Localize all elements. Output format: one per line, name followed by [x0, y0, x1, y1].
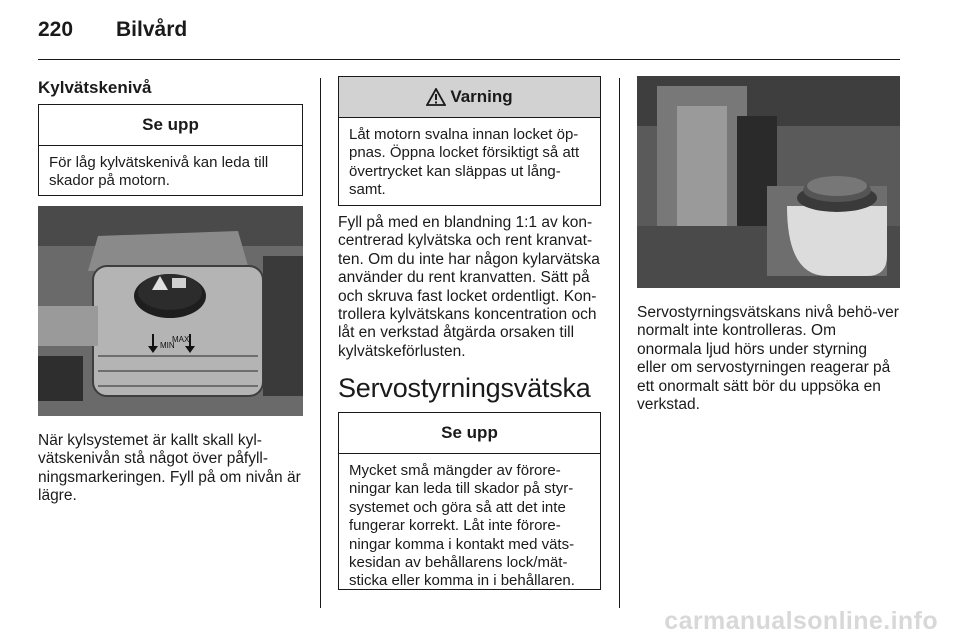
caution-box-coolant — [38, 104, 303, 196]
warning-triangle-icon — [426, 88, 446, 106]
refill-body-text: Fyll på med en blandning 1:1 av kon-centrerad kylvätska och rent kranvat-ten. Om du inte har någon kylarvätska använder du rent kranvatten. Sätt på och skruva fast locket ordentligt. Kon-trollera kylvätskans koncentration och låt en verkstad åtgärda orsaken till kylvätskeförlusten. — [338, 214, 600, 360]
max-mark-label: MAX — [172, 335, 190, 344]
caution-text: För låg kylvätskenivå kan leda till skador på motorn. — [49, 154, 269, 190]
power-steering-reservoir-photo — [637, 76, 900, 288]
caution-title: Se upp — [39, 105, 302, 146]
coolant-level-heading: Kylvätskenivå — [38, 78, 152, 97]
page-number: 220 — [38, 18, 74, 41]
warning-header — [339, 77, 600, 118]
caution-text-steering: Mycket små mängder av förore-ningar kan leda till skador på styr-systemet och göra så att det inte fungerar korrekt. Låt inte förore-ningar komma i kontakt med väts-kesidan av behållarens lock/mät-sticka eller komma in i behållaren. — [349, 462, 575, 590]
caution-box-steering — [338, 412, 601, 590]
chapter-title: Bilvård — [116, 18, 188, 41]
coolant-body-text: När kylsystemet är kallt skall kyl-vätskenivån stå något över påfyll-ningsmarkeringen. Fyll på om nivån är lägre. — [38, 432, 301, 505]
min-mark-label: MIN — [160, 341, 175, 350]
caution-title-steering: Se upp — [339, 413, 600, 454]
column-divider-1 — [320, 78, 321, 608]
coolant-reservoir-photo — [38, 206, 303, 416]
warning-title: Varning — [450, 87, 513, 106]
steering-fluid-body-text: Servostyrningsvätskans nivå behö-ver normalt inte kontrolleras. Om onormala ljud hörs under styrning eller om servostyrningen reagerar på ett onormalt sätt bör du uppsöka en verkstad. — [637, 304, 899, 414]
power-steering-heading: Servostyrningsvätska — [338, 373, 591, 403]
warning-text: Låt motorn svalna innan locket öp-pnas. Öppna locket försiktigt så att övertrycket kan släppas ut lång-samt. — [349, 126, 580, 199]
header-rule — [38, 59, 900, 60]
column-divider-2 — [619, 78, 620, 608]
warning-box — [338, 76, 601, 206]
watermark: carmanualsonline.info — [664, 607, 938, 635]
